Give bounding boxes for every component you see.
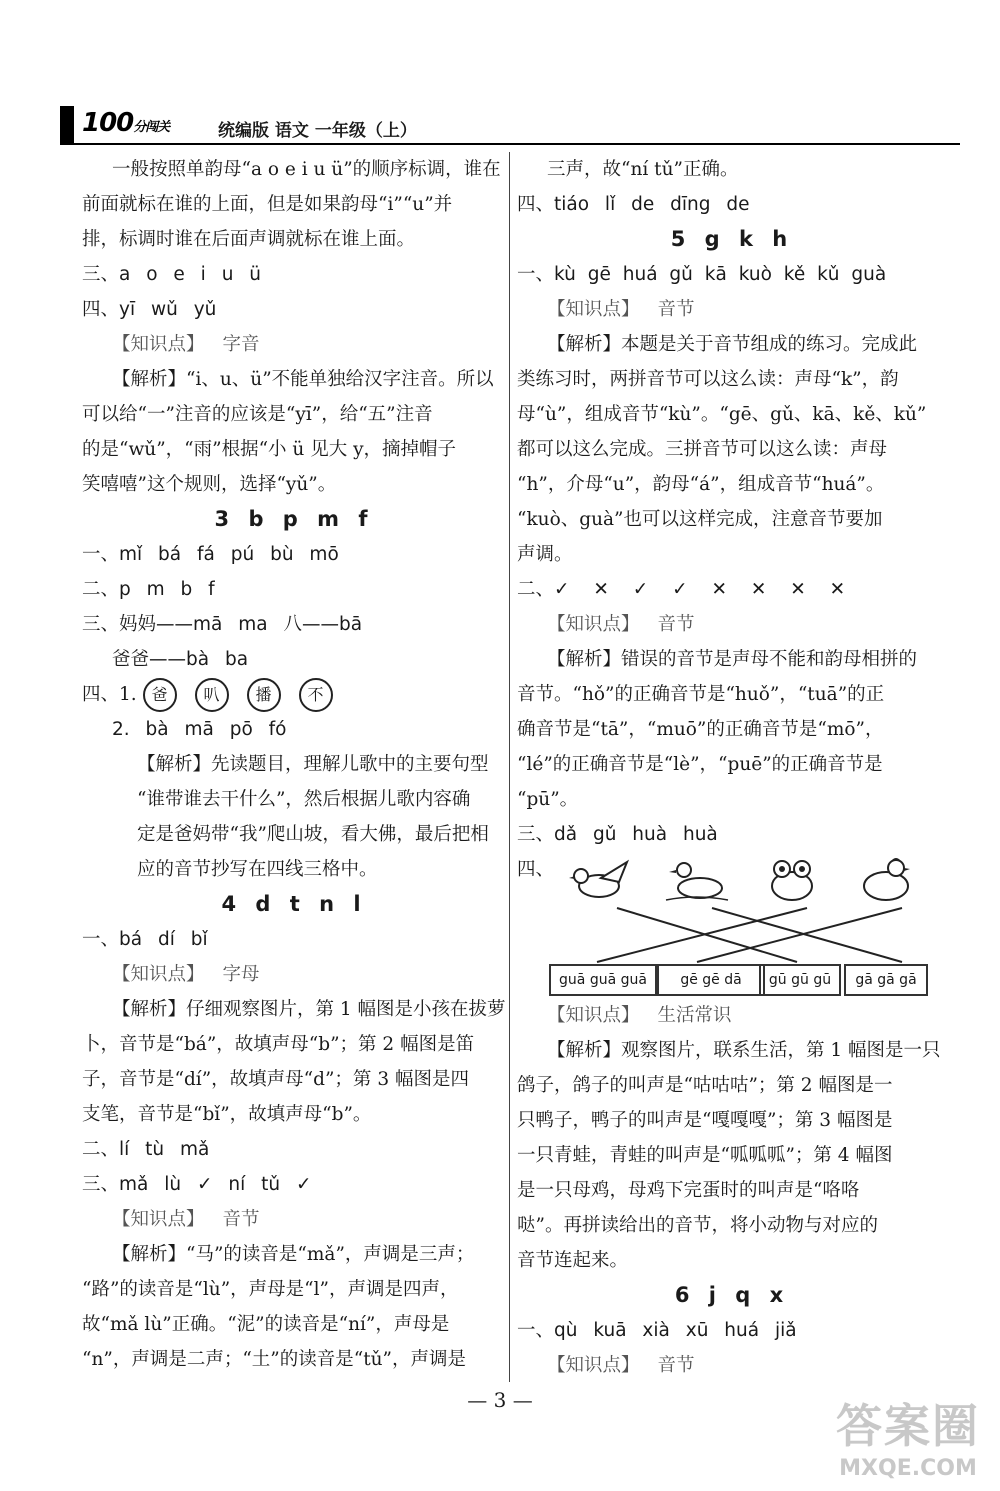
pinyin-box: gā gā gā xyxy=(844,964,928,996)
analysis-line: 【解析】先读题目，理解儿歌中的主要句型 xyxy=(137,754,489,775)
analysis-line: 是一只母鸡，母鸡下完蛋时的叫声是“咯咯 xyxy=(517,1180,860,1201)
pinyin-box: guā guā guā xyxy=(549,964,657,996)
matching-lines xyxy=(547,904,947,964)
header-rule xyxy=(60,143,960,145)
answer-line: 三、a o e i u ü xyxy=(82,264,262,285)
analysis-line: 音节。“hǒ”的正确音节是“huǒ”，“tuā”的正 xyxy=(517,684,885,705)
analysis-line: 音节连起来。 xyxy=(517,1250,629,1271)
column-divider xyxy=(509,152,510,1382)
analysis-line: “kuò、guà”也可以这样完成，注意音节要加 xyxy=(517,509,883,530)
circled-char: 爸 xyxy=(143,678,177,712)
matching-figure xyxy=(547,856,947,988)
page-header xyxy=(60,106,960,146)
page-number: — 3 — xyxy=(467,1388,533,1412)
section-title: 4 d t n l xyxy=(221,892,367,916)
analysis-line: 一只青蛙，青蛙的叫声是“呱呱呱”；第 4 幅图 xyxy=(517,1145,893,1166)
knowledge-point: 【知识点】 音节 xyxy=(547,1355,695,1376)
answer-line: 二、✓ ✕ ✓ ✓ ✕ ✕ ✕ ✕ xyxy=(517,579,846,600)
text-line: 前面就标在谁的上面，但是如果韵母“i”“u”并 xyxy=(82,194,453,215)
answer-line: 二、p m b f xyxy=(82,579,215,600)
analysis-line: 可以给“一”注音的应该是“yī”，给“五”注音 xyxy=(82,404,433,425)
circled-char: 不 xyxy=(299,678,333,712)
left-column xyxy=(82,152,506,1377)
right-column: 三声，故“ní tǔ”正确。 四、tiáo lǐ de dīng de 5 g k h 一、kù gē huá gǔ kā kuò kě kǔ guà 【知识点】 音节 【解析】本题是关于音节组成的练习。完成此 类练习时，两拼音节可以这么读：声母“k”，韵 母“ù”，组成音节“kù”。“gē、gǔ、kā、kě、kǔ” 都可以这么完成。三拼音节可以这么读：声母 “h”，介母“u”，韵母“á”，组成音节“huá”。 “kuò、guà”也可以这样完成，注意音节要加 声调。 二、✓ ✕ ✓ ✓ ✕ ✕ ✕ ✕ 【知识点】 音节 【解析】错误的音节是声母不能和韵母相拼的 音节。“hǒ”的正确音节是“huǒ”，“tuā”的正 确音节是“tā”，“muō”的正确音节是“mō”， “lé”的正确音节是“lè”，“puē”的正确音节是 “pū”。 三、dǎ gǔ huà huà 四、 guā guā guā gē gē dā gū gū gū gā gā gā 【知识点】 生活常识 【解析】观察图片，联系生活，第 1 幅图是一只 鸽子，鸽子的叫声是“咕咕咕”；第 2 幅图是一 只鸭子，鸭子的叫声是“嘎嘎嘎”；第 3 幅图是 一只青蛙，青蛙的叫声是“呱呱呱”；第 4 幅图 是一只母鸡，母鸡下完蛋时的叫声是“咯咯 哒”。再拼读给出的音节，将小动物与对应的 音节连起来。 6 j q x 一、qù kuā xià xū huá jiǎ 【知识点】 音节 xyxy=(517,152,947,1383)
analysis-line: “路”的读音是“lù”，声母是“l”，声调是四声， xyxy=(82,1279,459,1300)
analysis-line: “pū”。 xyxy=(517,789,579,810)
answer-line: 一、kù gē huá gǔ kā kuò kě kǔ guà xyxy=(517,264,887,285)
analysis-line: 哒”。再拼读给出的音节，将小动物与对应的 xyxy=(517,1215,878,1236)
answer-line: 一、qù kuā xià xū huá jiǎ xyxy=(517,1320,797,1341)
pinyin-box: gū gū gū xyxy=(759,964,841,996)
book-title: 统编版 语文 一年级（上） xyxy=(218,121,417,141)
answer-line: 四、tiáo lǐ de dīng de xyxy=(517,194,750,215)
section-title: 5 g k h xyxy=(670,227,794,251)
circled-char: 叭 xyxy=(195,678,229,712)
analysis-line: 卜，音节是“bá”，故填声母“b”；第 2 幅图是笛 xyxy=(82,1034,475,1055)
answer-line: 四、yī wǔ yǔ xyxy=(82,299,217,320)
text-line: 一般按照单韵母“a o e i u ü”的顺序标调，谁在 xyxy=(112,159,501,180)
analysis-line: 【解析】错误的音节是声母不能和韵母相拼的 xyxy=(547,649,918,670)
text-line: 排，标调时谁在后面声调就标在谁上面。 xyxy=(82,229,416,250)
analysis-line: 类练习时，两拼音节可以这么读：声母“k”，韵 xyxy=(517,369,899,390)
hen-icon xyxy=(852,856,922,904)
knowledge-point: 【知识点】 音节 xyxy=(547,614,695,635)
duck-icon xyxy=(662,856,732,904)
analysis-line: 应的音节抄写在四线三格中。 xyxy=(137,859,378,880)
analysis-line: 【解析】本题是关于音节组成的练习。完成此 xyxy=(547,334,918,355)
header-bar xyxy=(60,106,74,144)
frog-icon xyxy=(757,856,827,904)
analysis-line: 确音节是“tā”，“muō”的正确音节是“mō”， xyxy=(517,719,884,740)
section-title: 6 j q x xyxy=(674,1283,790,1307)
knowledge-point: 【知识点】 音节 xyxy=(547,299,695,320)
analysis-line: 只鸭子，鸭子的叫声是“嘎嘎嘎”；第 3 幅图是 xyxy=(517,1110,893,1131)
analysis-line: 【解析】观察图片，联系生活，第 1 幅图是一只 xyxy=(547,1040,941,1061)
series-logo: 100分闯关 xyxy=(82,108,170,138)
text-line: 三声，故“ní tǔ”正确。 xyxy=(547,159,739,180)
site-watermark: 答案圈 MXQE.COM xyxy=(836,1399,980,1481)
analysis-line: 都可以这么完成。三拼音节可以这么读：声母 xyxy=(517,439,888,460)
analysis-line: 故“mǎ lù”正确。“泥”的读音是“ní”，声母是 xyxy=(82,1314,450,1335)
knowledge-point: 【知识点】 字母 xyxy=(112,964,260,985)
pinyin-box: gē gē dā xyxy=(657,964,765,996)
answer-line: 三、妈妈——mā ma 八——bā xyxy=(82,614,363,635)
analysis-line: “谁带谁去干什么”，然后根据儿歌内容确 xyxy=(137,789,471,810)
analysis-line: “n”，声调是二声；“土”的读音是“tǔ”，声调是 xyxy=(82,1349,467,1370)
answer-line: 三、mǎ lù ✓ ní tǔ ✓ xyxy=(82,1174,312,1195)
analysis-line: 【解析】“i、u、ü”不能单独给汉字注音。所以 xyxy=(112,369,494,390)
section-title: 3 b p m f xyxy=(214,507,374,531)
analysis-line: 鸽子，鸽子的叫声是“咕咕咕”；第 2 幅图是一 xyxy=(517,1075,893,1096)
answer-line: 一、bá dí bǐ xyxy=(82,929,208,950)
analysis-line: 笑嘻嘻”这个规则，选择“yǔ”。 xyxy=(82,474,337,495)
analysis-line: 【解析】“马”的读音是“mǎ”，声调是三声； xyxy=(112,1244,475,1265)
analysis-line: 子，音节是“dí”，故填声母“d”；第 3 幅图是四 xyxy=(82,1069,469,1090)
analysis-line: 声调。 xyxy=(517,544,573,565)
knowledge-point: 【知识点】 字音 xyxy=(112,334,260,355)
answer-line: 2. bà mā pō fó xyxy=(112,719,287,740)
circled-char: 播 xyxy=(247,678,281,712)
analysis-line: 的是“wǔ”，“雨”根据“小 ü 见大 y，摘掉帽子 xyxy=(82,439,457,460)
analysis-line: “h”，介母“u”，韵母“á”，组成音节“huá”。 xyxy=(517,474,885,495)
knowledge-point: 【知识点】 音节 xyxy=(112,1209,260,1230)
knowledge-point: 【知识点】 生活常识 xyxy=(547,1005,732,1026)
answer-line: 二、lí tù mǎ xyxy=(82,1139,210,1160)
pigeon-icon xyxy=(567,856,637,904)
answer-line: 三、dǎ gǔ huà huà xyxy=(517,824,718,845)
analysis-line: 定是爸妈带“我”爬山坡，看大佛，最后把相 xyxy=(137,824,489,845)
answer-line: 四、1. 爸 叭 播 不 xyxy=(82,677,506,712)
analysis-line: 支笔，音节是“bǐ”，故填声母“b”。 xyxy=(82,1104,372,1125)
analysis-line: “lé”的正确音节是“lè”，“puē”的正确音节是 xyxy=(517,754,883,775)
answer-line: 爸爸——bà ba xyxy=(112,649,249,670)
analysis-line: 母“ù”，组成音节“kù”。“gē、gǔ、kā、kě、kǔ” xyxy=(517,404,927,425)
answer-line: 一、mǐ bá fá pú bù mō xyxy=(82,544,339,565)
analysis-line: 【解析】仔细观察图片，第 1 幅图是小孩在拔萝 xyxy=(112,999,506,1020)
